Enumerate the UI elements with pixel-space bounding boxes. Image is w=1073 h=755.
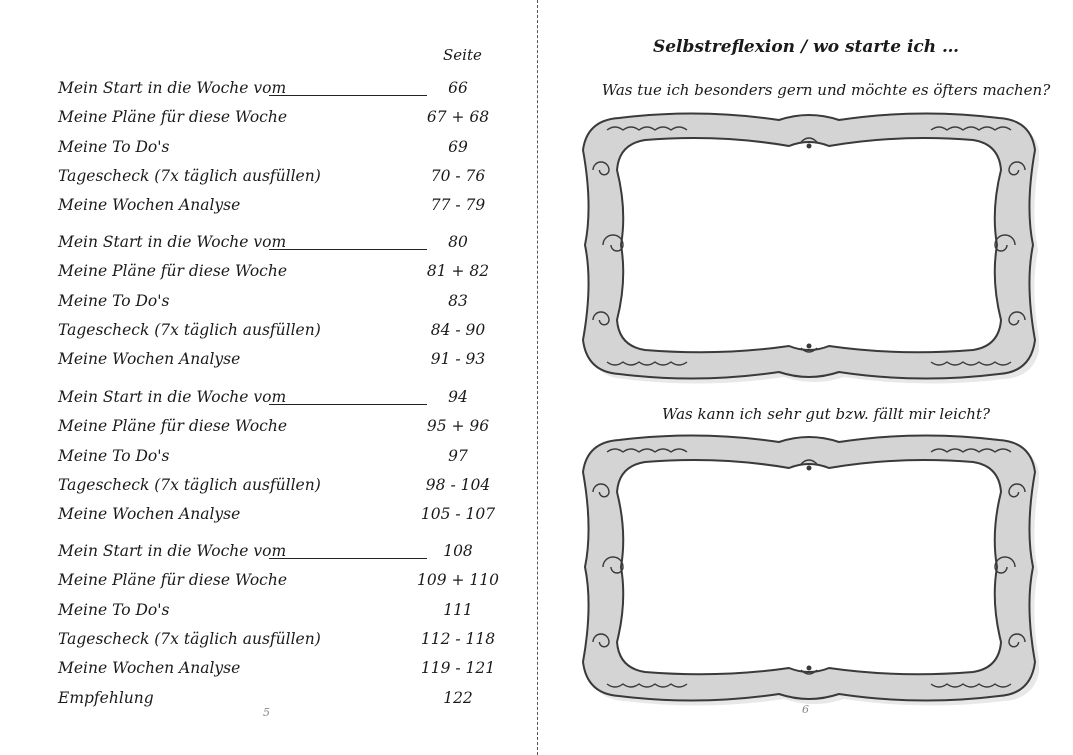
toc-row: [58, 571, 518, 593]
toc-label: Meine To Do's: [58, 291, 170, 310]
toc-row: [58, 167, 518, 189]
right-page: [539, 0, 1073, 755]
toc-page-number: 69: [448, 137, 468, 156]
question-1: Was tue ich besonders gern und möchte es öfters machen?: [601, 81, 1051, 99]
toc-row: [58, 196, 518, 218]
page-title: Selbstreflexion / wo starte ich …: [652, 37, 960, 57]
toc-row: [58, 601, 518, 623]
page-number-left: 5: [263, 706, 270, 719]
toc-row: [58, 350, 518, 372]
toc-page-number: 91 - 93: [430, 350, 486, 369]
toc-label: Mein Start in die Woche vom: [58, 542, 287, 560]
toc-page-number: 108: [443, 542, 473, 560]
toc-label: Tagescheck (7x täglich ausfüllen): [58, 320, 321, 339]
toc-row: [58, 476, 518, 498]
toc-page-number: 111: [443, 600, 473, 619]
frame-ornament-dot: [807, 144, 812, 149]
toc-row: [58, 292, 518, 314]
frame-ornament-dot: [807, 344, 812, 349]
toc-page-number: 122: [443, 688, 473, 707]
toc-label: Meine Wochen Analyse: [58, 659, 241, 678]
writing-frame-1[interactable]: [579, 106, 1039, 384]
toc-page-number: 67 + 68: [426, 108, 490, 127]
toc-label: Meine Pläne für diese Woche: [58, 571, 288, 590]
toc-row: [58, 417, 518, 439]
toc-label: Meine Pläne für diese Woche: [58, 108, 288, 127]
toc-row: [58, 505, 518, 527]
toc-row: [58, 689, 518, 711]
toc-page-number: 119 - 121: [420, 659, 496, 678]
frame-writing-area: [617, 460, 1001, 674]
toc-row: [58, 262, 518, 284]
toc-label: Meine To Do's: [58, 600, 170, 619]
toc-label: Meine Wochen Analyse: [58, 505, 241, 524]
frame-ornament-dot: [807, 466, 812, 471]
toc-row: [58, 659, 518, 681]
toc-page-number: 105 - 107: [420, 505, 496, 524]
page-number-right: 6: [802, 703, 809, 716]
toc-label: Tagescheck (7x täglich ausfüllen): [58, 629, 321, 648]
left-page: [0, 0, 536, 755]
frame-writing-area: [617, 138, 1001, 352]
toc-row: [58, 108, 518, 130]
writing-frame-2[interactable]: [579, 428, 1039, 706]
toc-page-number: 80: [448, 233, 468, 251]
toc-page-number: 94: [448, 388, 468, 406]
toc-row: [58, 321, 518, 343]
toc-row: [58, 388, 518, 410]
toc-page-number: 112 - 118: [420, 629, 496, 648]
toc-page-number: 81 + 82: [426, 262, 490, 281]
toc-page-number: 98 - 104: [425, 475, 491, 494]
toc-page-number: 84 - 90: [430, 320, 486, 339]
toc-page-number: 109 + 110: [416, 571, 499, 590]
toc-page-number: 97: [448, 446, 468, 465]
toc-page-number: 95 + 96: [426, 417, 490, 436]
toc-label: Meine Pläne für diese Woche: [58, 417, 288, 436]
toc-page-number: 66: [448, 79, 468, 97]
toc-label: Empfehlung: [58, 688, 154, 707]
toc-label: Tagescheck (7x täglich ausfüllen): [58, 475, 321, 494]
toc-row: [58, 447, 518, 469]
toc-label: Meine Wochen Analyse: [58, 196, 241, 215]
toc-label: Meine Pläne für diese Woche: [58, 262, 288, 281]
toc-page-number: 83: [448, 291, 468, 310]
toc-label: Meine To Do's: [58, 446, 170, 465]
toc-label: Mein Start in die Woche vom: [58, 388, 287, 406]
question-2: Was kann ich sehr gut bzw. fällt mir leicht?: [661, 405, 991, 423]
toc-label: Meine Wochen Analyse: [58, 350, 241, 369]
toc-page-number: 77 - 79: [430, 196, 486, 215]
toc-row: [58, 138, 518, 160]
toc-row: [58, 542, 518, 564]
column-header-seite: Seite: [443, 46, 482, 64]
toc-row: [58, 233, 518, 255]
toc-row: [58, 630, 518, 652]
toc-label: Tagescheck (7x täglich ausfüllen): [58, 166, 321, 185]
toc-page-number: 70 - 76: [430, 166, 486, 185]
toc-label: Mein Start in die Woche vom: [58, 79, 287, 97]
toc-label: Mein Start in die Woche vom: [58, 233, 287, 251]
frame-ornament-dot: [807, 666, 812, 671]
toc-label: Meine To Do's: [58, 137, 170, 156]
toc-row: [58, 79, 518, 101]
page-divider: [537, 0, 538, 755]
